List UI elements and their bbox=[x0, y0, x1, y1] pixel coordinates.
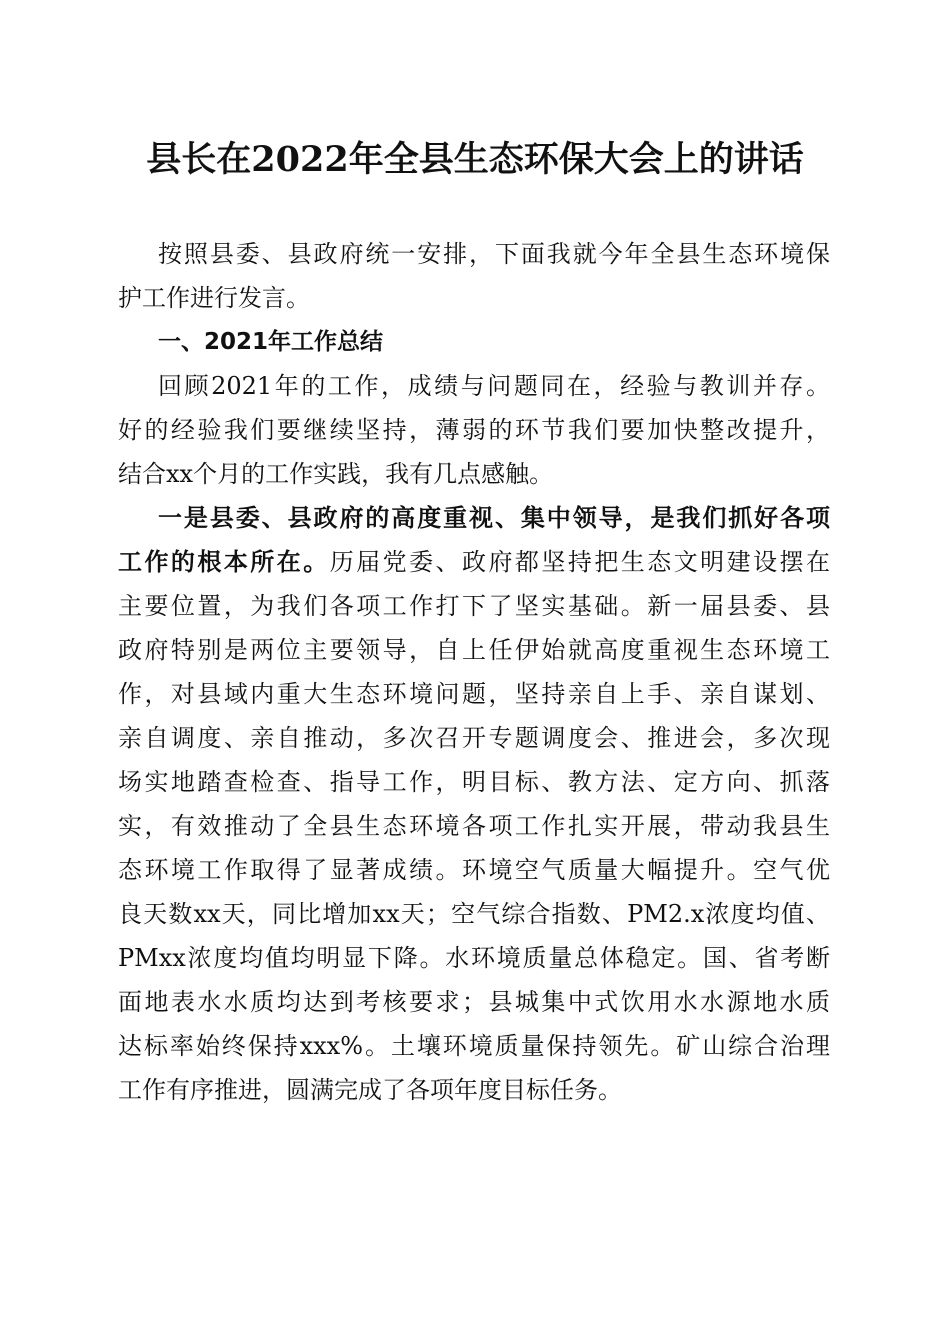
paragraph-3-line-8: 态环境工作取得了显著成绩。环境空气质量大幅提升。空气优 bbox=[118, 856, 830, 884]
paragraph-2-line-2: 好的经验我们要继续坚持，薄弱的环节我们要加快整改提升， bbox=[118, 416, 830, 444]
paragraph-3-line-2: 主要位置，为我们各项工作打下了坚实基础。新一届县委、县 bbox=[118, 592, 830, 620]
paragraph-2-line-1: 回顾2021年的工作，成绩与问题同在，经验与教训并存。 bbox=[158, 372, 830, 400]
paragraph-3-line-7: 实，有效推动了全县生态环境各项工作扎实开展，带动我县生 bbox=[118, 812, 830, 840]
paragraph-3-line-6: 场实地踏查检查、指导工作，明目标、教方法、定方向、抓落 bbox=[118, 768, 830, 796]
paragraph-1-line-1: 按照县委、县政府统一安排，下面我就今年全县生态环境保 bbox=[158, 240, 830, 268]
paragraph-3-line-5: 亲自调度、亲自推动，多次召开专题调度会、推进会，多次现 bbox=[118, 724, 830, 752]
paragraph-3-line-10: PMxx浓度均值均明显下降。水环境质量总体稳定。国、省考断 bbox=[118, 944, 830, 972]
paragraph-3-line-11: 面地表水水质均达到考核要求；县城集中式饮用水水源地水质 bbox=[118, 988, 830, 1016]
paragraph-3-line-9: 良天数xx天，同比增加xx天；空气综合指数、PM2.x浓度均值、 bbox=[118, 900, 830, 928]
paragraph-3-lead-continuation: 工作的根本所在。 bbox=[118, 547, 330, 576]
paragraph-3-lead-line: 一是县委、县政府的高度重视、集中领导，是我们抓好各项 bbox=[158, 503, 830, 532]
paragraph-1-line-2: 护工作进行发言。 bbox=[118, 284, 310, 312]
document-title: 县长在2022年全县生态环保大会上的讲话 bbox=[146, 139, 804, 180]
paragraph-3-line-12: 达标率始终保持xxx%。土壤环境质量保持领先。矿山综合治理 bbox=[118, 1032, 830, 1060]
paragraph-3-line-1-text: 历届党委、政府都坚持把生态文明建设摆在 bbox=[329, 548, 831, 576]
paragraph-3-line-1 bbox=[118, 540, 830, 584]
paragraph-2-line-3: 结合xx个月的工作实践，我有几点感触。 bbox=[118, 460, 554, 488]
paragraph-3-line-4: 作，对县域内重大生态环境问题，坚持亲自上手、亲自谋划、 bbox=[118, 680, 830, 708]
section-heading: 一、2021年工作总结 bbox=[158, 329, 384, 355]
paragraph-3-line-13: 工作有序推进，圆满完成了各项年度目标任务。 bbox=[118, 1076, 622, 1104]
paragraph-3-line-3: 政府特别是两位主要领导，自上任伊始就高度重视生态环境工 bbox=[118, 636, 830, 664]
document-body bbox=[118, 232, 830, 1112]
